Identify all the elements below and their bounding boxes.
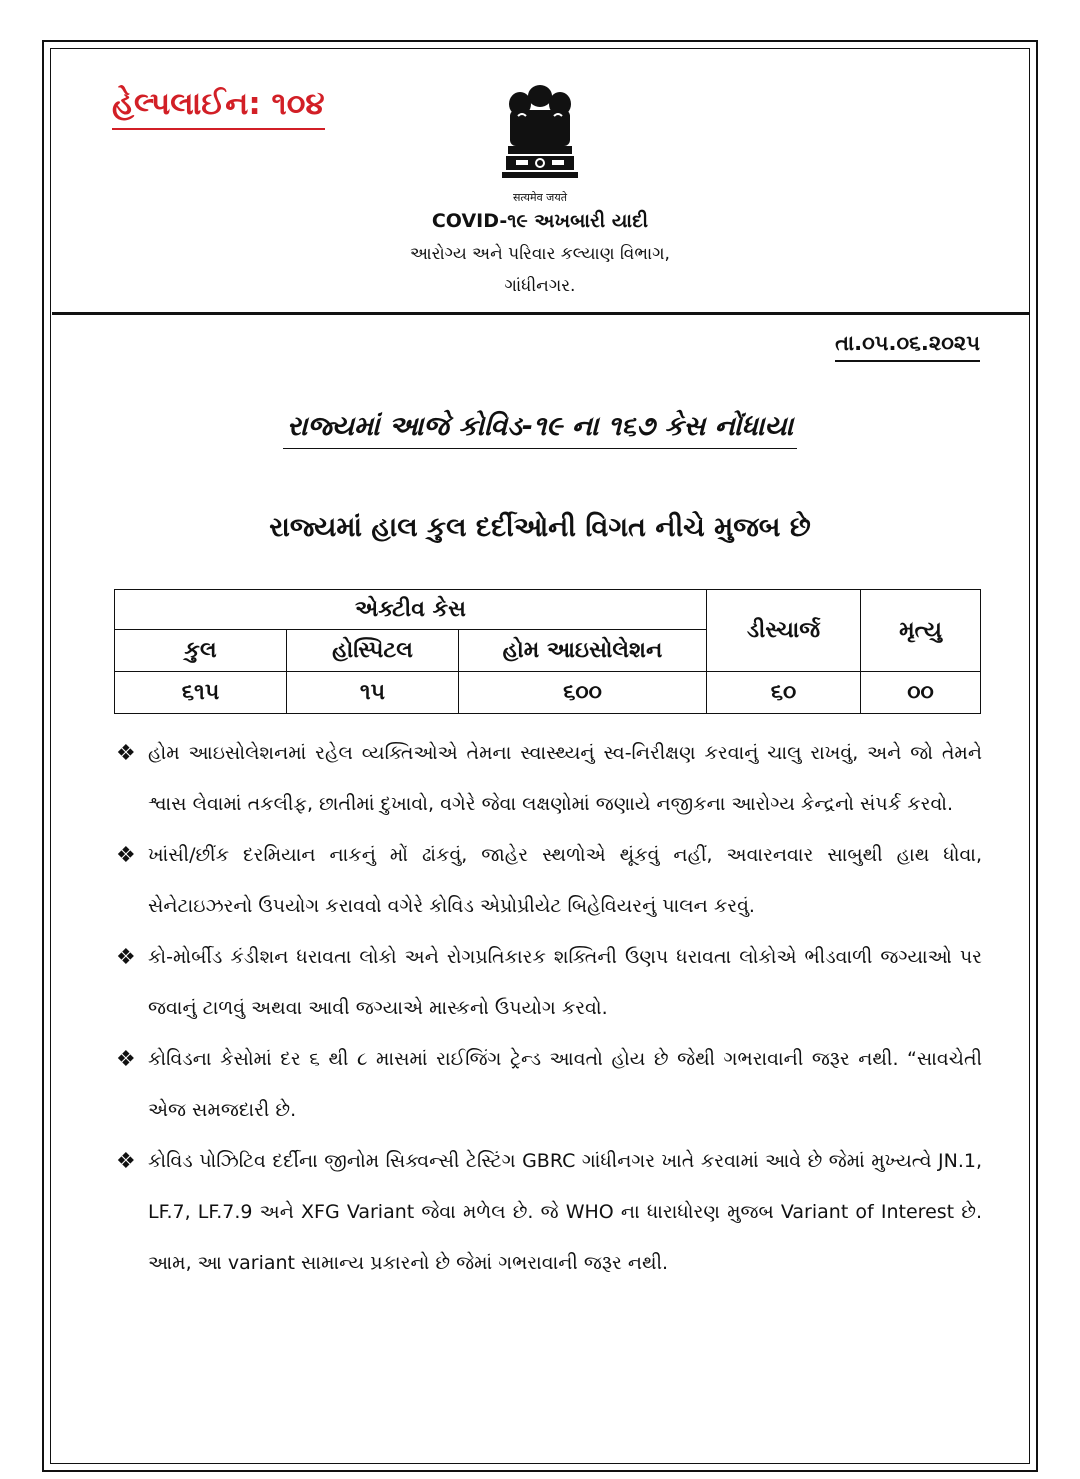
table-header-row <box>115 590 981 630</box>
bullet-diamond-icon: ❖ <box>116 1047 136 1072</box>
home-isolation-value: ૬૦૦ <box>459 672 707 714</box>
headline-container <box>0 408 1080 449</box>
list-item-text: કો-મોર્બીડ કંડીશન ધરાવતા લોકો અને રોગપ્રતિકારક શક્તિની ઉણપ ધરાવતા લોકોએ ભીડવાળી જગ્યાઓ પર જવાનું ટાળવું અથવા આવી જગ્યાએ માસ્કનો ઉપયોગ કરવો. <box>148 946 982 1019</box>
list-item <box>116 830 982 932</box>
bullet-diamond-icon: ❖ <box>116 1149 136 1174</box>
list-item <box>116 932 982 1034</box>
helpline-number: હેલ્પલાઈન: ૧૦૪ <box>112 84 325 130</box>
list-item <box>116 1034 982 1136</box>
death-header: મૃત્યુ <box>861 590 981 672</box>
subheading: રાજ્યમાં હાલ કુલ દર્દીઓની વિગત નીચે મુજબ છે <box>269 512 811 543</box>
list-item-text: કોવિડના કેસોમાં દર ૬ થી ૮ માસમાં રાઈજિંગ ટ્રેન્ડ આવતો હોય છે જેથી ગભરાવાની જરૂર નથી. “સાવચેતી એજ સમજદારી છે. <box>148 1048 982 1121</box>
bullet-diamond-icon: ❖ <box>116 741 136 766</box>
ashoka-emblem-icon <box>496 80 584 192</box>
release-date: તા.૦૫.૦૬.૨૦૨૫ <box>835 328 980 362</box>
advisory-list <box>116 728 982 1289</box>
hospital-value: ૧૫ <box>287 672 459 714</box>
press-release-title: COVID-૧૯ અખબારી યાદી <box>431 210 649 232</box>
bullet-diamond-icon: ❖ <box>116 945 136 970</box>
list-item <box>116 728 982 830</box>
bullet-diamond-icon: ❖ <box>116 843 136 868</box>
list-item-text: કોવિડ પોઝિટિવ દર્દીના જીનોમ સિક્વન્સી ટેસ્ટિંગ GBRC ગાંધીનગર ખાતે કરવામાં આવે છે જેમાં મુખ્યત્વે JN.1, LF.7, LF.7.9 અને XFG Variant જેવા મળેલ છે. જે WHO ના ધારાધોરણ મુજબ Variant of Interest છે. આમ, આ variant સામાન્ય પ્રકારનો છે જેમાં ગભરાવાની જરૂર નથી. <box>148 1150 982 1274</box>
home-isolation-header: હોમ આઇસોલેશન <box>459 630 707 672</box>
header-divider <box>52 312 1030 315</box>
death-value: ૦૦ <box>861 672 981 714</box>
table-row <box>115 672 981 714</box>
active-cases-header: એક્ટીવ કેસ <box>115 590 707 630</box>
total-value: ૬૧૫ <box>115 672 287 714</box>
emblem-motto: सत्यमेव जयते <box>512 191 567 204</box>
department-name: આરોગ્ય અને પરિવાર કલ્યાણ વિભાગ, <box>410 244 670 264</box>
total-header: કુલ <box>115 630 287 672</box>
discharge-value: ૬૦ <box>707 672 861 714</box>
cases-table <box>114 589 981 714</box>
headline: રાજ્યમાં આજે કોવિડ-૧૯ ના ૧૬૭ કેસ નોંધાયા <box>283 408 797 449</box>
list-item-text: ખાંસી/છીંક દરમિયાન નાકનું મોં ઢાંકવું, જાહેર સ્થળોએ થૂંકવું નહીં, અવારનવાર સાબુથી હાથ ધોવા, સેનેટાઇઝરનો ઉપયોગ કરાવવો વગેરે કોવિડ એપ્રોપ્રીયેટ બિહેવિયરનું પાલન કરવું. <box>148 844 982 917</box>
list-item-text: હોમ આઇસોલેશનમાં રહેલ વ્યક્તિઓએ તેમના સ્વાસ્થ્યનું સ્વ-નિરીક્ષણ કરવાનું ચાલુ રાખવું, અને જો તેમને શ્વાસ લેવામાં તકલીફ, છાતીમાં દુખાવો, વગેરે જેવા લક્ષણોમાં જણાયે નજીકના આરોગ્ય કેન્દ્રનો સંપર્ક કરવો. <box>148 742 982 815</box>
list-item <box>116 1136 982 1289</box>
discharge-header: ડીસ્ચાર્જ <box>707 590 861 672</box>
hospital-header: હોસ્પિટલ <box>287 630 459 672</box>
city-name: ગાંધીનગર. <box>504 276 576 296</box>
